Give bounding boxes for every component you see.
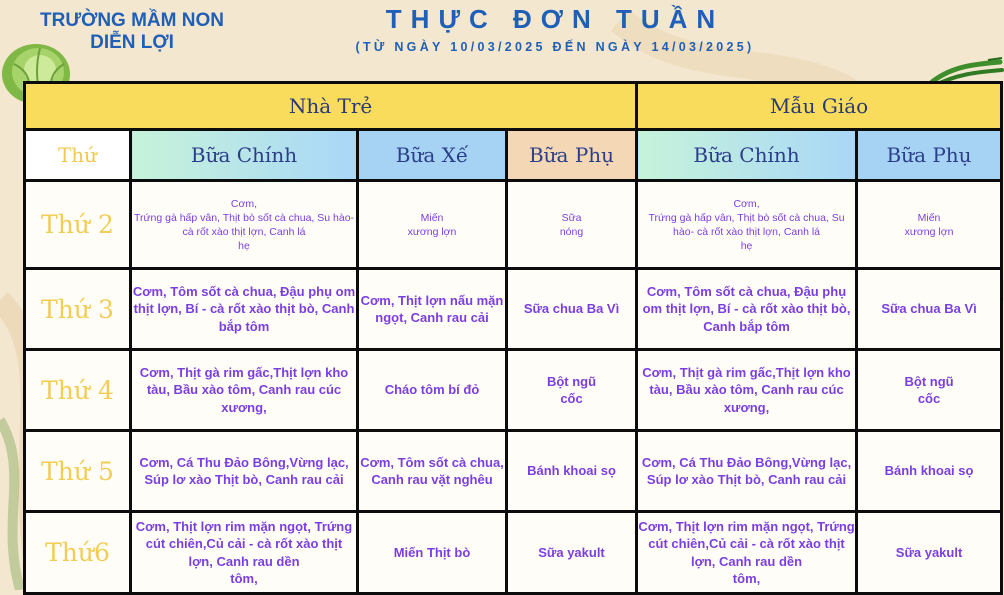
day-label: Thứ 5: [25, 431, 131, 512]
mg-snack-cell: Sữa chua Ba Vì: [857, 269, 1002, 350]
mg-main-meal-cell: Cơm, Cá Thu Đảo Bông,Vừng lạc, Súp lơ xào Thịt bò, Canh rau cải: [637, 431, 857, 512]
nt-afternoon-meal-cell: Cơm, Thịt lợn nấu mặn ngọt, Canh rau cải: [358, 269, 507, 350]
nt-afternoon-meal-cell: Cháo tôm bí đỏ: [358, 350, 507, 431]
nt-main-meal-cell: Cơm, Cá Thu Đảo Bông,Vừng lạc, Súp lơ xào Thịt bò, Canh rau cải: [131, 431, 358, 512]
column-header-nt-snack: Bữa Phụ: [507, 130, 637, 181]
mg-main-meal-cell: Cơm, Thịt gà rim gấc,Thịt lợn kho tàu, Bầu xào tôm, Canh rau cúc xương,: [637, 350, 857, 431]
table-row: [25, 181, 1002, 269]
mg-main-meal-cell: Cơm, Trứng gà hấp vân, Thịt bò sốt cà chua, Su hào- cà rốt xào thịt lợn, Canh lá hẹ: [637, 181, 857, 269]
nt-snack-cell: Sữa yakult: [507, 512, 637, 594]
group-header-mau-giao: Mẫu Giáo: [637, 83, 1002, 130]
day-label: Thứ 2: [25, 181, 131, 269]
table-row: [25, 269, 1002, 350]
nt-main-meal-cell: Cơm, Trứng gà hấp vân, Thịt bò sốt cà chua, Su hào- cà rốt xào thịt lợn, Canh lá hẹ: [131, 181, 358, 269]
menu-date-range: (TỪ NGÀY 10/03/2025 ĐẾN NGÀY 14/03/2025): [355, 40, 755, 54]
column-header-mg-main-meal: Bữa Chính: [637, 130, 857, 181]
day-label: Thứ6: [25, 512, 131, 594]
menu-title: THỰC ĐƠN TUẦN: [385, 4, 725, 34]
group-header-nha-tre: Nhà Trẻ: [25, 83, 637, 130]
mg-snack-cell: Miến xương lợn: [857, 181, 1002, 269]
nt-main-meal-cell: Cơm, Thịt gà rim gấc,Thịt lợn kho tàu, Bầu xào tôm, Canh rau cúc xương,: [131, 350, 358, 431]
weekly-menu-table: [23, 81, 1003, 595]
table-row: [25, 431, 1002, 512]
column-header-day: Thứ: [25, 130, 131, 181]
mg-snack-cell: Bánh khoai sọ: [857, 431, 1002, 512]
day-label: Thứ 3: [25, 269, 131, 350]
mg-snack-cell: Bột ngũ cốc: [857, 350, 1002, 431]
mg-snack-cell: Sữa yakult: [857, 512, 1002, 594]
school-name-line-1: TRƯỜNG MẦM NON: [40, 10, 224, 31]
column-header-nt-afternoon-meal: Bữa Xế: [358, 130, 507, 181]
nt-snack-cell: Sữa chua Ba Vì: [507, 269, 637, 350]
nt-main-meal-cell: Cơm, Tôm sốt cà chua, Đậu phụ om thịt lợn, Bí - cà rốt xào thịt bò, Canh bắp tôm: [131, 269, 358, 350]
day-label: Thứ 4: [25, 350, 131, 431]
school-name-line-2: DIỄN LỢI: [90, 32, 174, 53]
mg-main-meal-cell: Cơm, Tôm sốt cà chua, Đậu phụ om thịt lợn, Bí - cà rốt xào thịt bò, Canh bắp tôm: [637, 269, 857, 350]
nt-afternoon-meal-cell: Miến Thịt bò: [358, 512, 507, 594]
nt-afternoon-meal-cell: Cơm, Tôm sốt cà chua, Canh rau vặt nghêu: [358, 431, 507, 512]
table-row: [25, 512, 1002, 594]
nt-snack-cell: Sữa nóng: [507, 181, 637, 269]
mg-main-meal-cell: Cơm, Thịt lợn rim mặn ngọt, Trứng cút chiên,Củ cải - cà rốt xào thịt lợn, Canh rau dền tôm,: [637, 512, 857, 594]
nt-snack-cell: Bánh khoai sọ: [507, 431, 637, 512]
column-header-nt-main-meal: Bữa Chính: [131, 130, 358, 181]
column-header-mg-snack: Bữa Phụ: [857, 130, 1002, 181]
nt-main-meal-cell: Cơm, Thịt lợn rim mặn ngọt, Trứng cút chiên,Củ cải - cà rốt xào thịt lợn, Canh rau dền tôm,: [131, 512, 358, 594]
nt-afternoon-meal-cell: Miến xương lợn: [358, 181, 507, 269]
table-row: [25, 350, 1002, 431]
nt-snack-cell: Bột ngũ cốc: [507, 350, 637, 431]
